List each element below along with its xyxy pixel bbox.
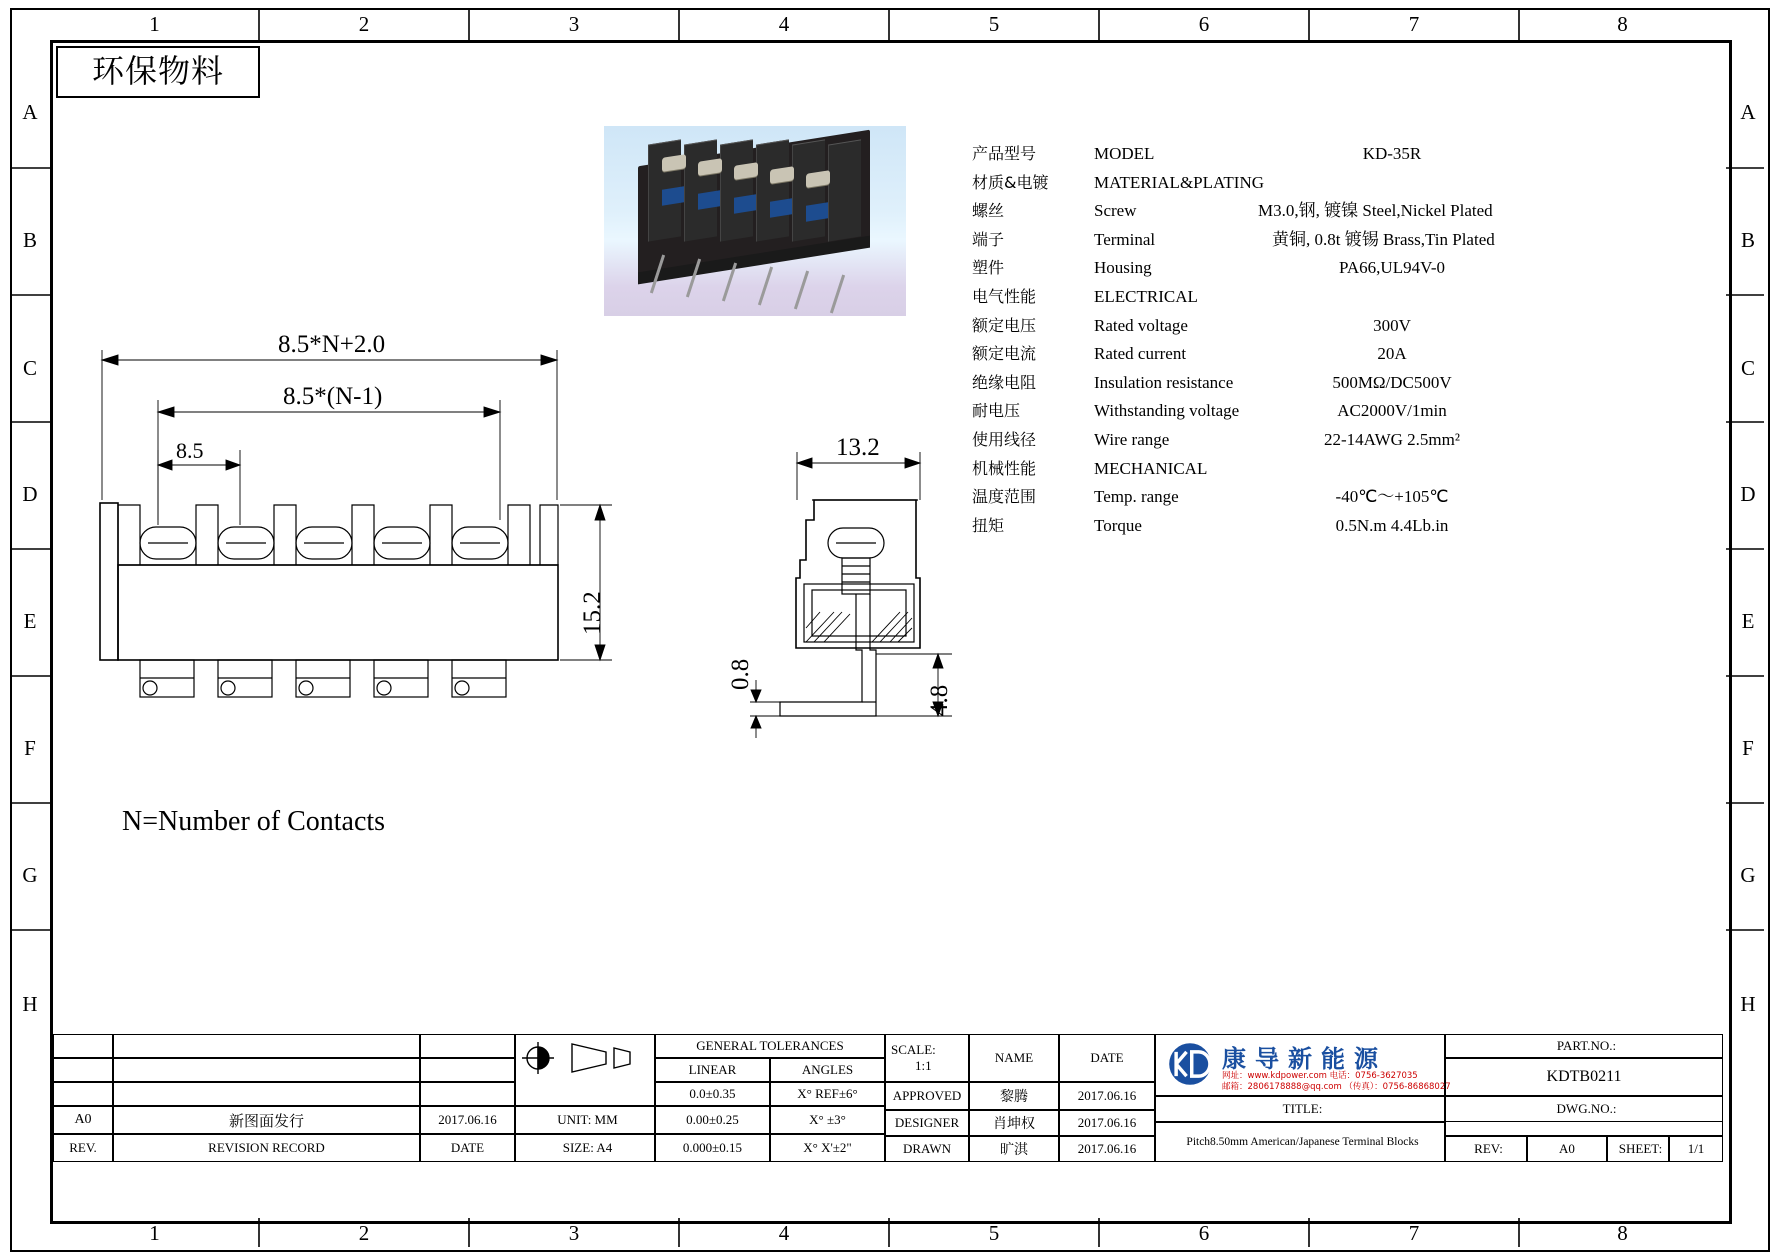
dwg-no-value [1445, 1122, 1723, 1136]
row-label-right-E: E [1741, 609, 1755, 633]
col-label-bottom-6: 6 [1198, 1221, 1210, 1245]
dim-tab-length-label: 4.8 [926, 684, 953, 716]
spec-en-label: Temp. range [1094, 487, 1179, 507]
unit-cell: UNIT: MM [515, 1106, 655, 1134]
spec-en-label: Rated current [1094, 344, 1187, 364]
rev-code-cell: A0 [53, 1106, 113, 1134]
spec-en-label: Insulation resistance [1094, 372, 1234, 392]
row-label-right-B: B [1740, 228, 1755, 252]
spec-value: 300V [1373, 315, 1411, 335]
company-contact-line-2: 邮箱：2806178888@qq.com （传真）：0756-86868027 [1222, 1082, 1451, 1092]
spec-cn-label: 端子 [972, 229, 1005, 249]
dim-pitch-label: 8.5 [176, 438, 204, 463]
spec-cn-label: 扭矩 [972, 515, 1005, 535]
spec-cn-label: 材质&电镀 [972, 172, 1049, 192]
contacts-note: N=Number of Contacts [122, 806, 386, 837]
spec-cn-label: 使用线径 [972, 429, 1037, 449]
scale-cell [885, 1034, 969, 1082]
spec-cn-label: 绝缘电阻 [972, 372, 1037, 392]
tol-linear-1: 0.0±0.35 [655, 1082, 770, 1106]
revision-text-cell: 新图面发行 [113, 1106, 420, 1134]
col-label-bottom-8: 8 [1617, 1221, 1628, 1245]
dwg-no-label: DWG.NO.: [1445, 1096, 1723, 1122]
spec-en-label: Wire range [1094, 429, 1170, 449]
tol-angle-1: X° REF±6° [770, 1082, 885, 1106]
spec-en-label: Withstanding voltage [1094, 401, 1240, 421]
spec-en-label: Housing [1094, 258, 1152, 278]
dim-tab-thickness-label: 0.8 [727, 658, 754, 690]
projection-symbol-cell [515, 1034, 655, 1106]
title-label-cell: TITLE: [1155, 1096, 1445, 1122]
company-logo-block [1155, 1034, 1451, 1096]
spec-value: 500MΩ/DC500V [1332, 372, 1452, 392]
drawn-name: 旷淇 [969, 1136, 1059, 1162]
dim-height-label: 15.2 [579, 591, 606, 635]
rohs-material-badge: 环保物料 [56, 46, 260, 98]
approved-date: 2017.06.16 [1059, 1082, 1155, 1110]
spec-en-label: Torque [1094, 515, 1142, 535]
col-label-top-1: 1 [149, 12, 160, 36]
part-no-label: PART.NO.: [1445, 1034, 1723, 1058]
rev-blank-9 [420, 1082, 515, 1106]
dim-span-label: 8.5*(N-1) [283, 383, 383, 410]
rev-blank-6 [420, 1058, 515, 1082]
spec-cn-label: 额定电流 [972, 344, 1037, 364]
approved-label: APPROVED [885, 1082, 969, 1110]
spec-en-label: Screw [1094, 201, 1137, 221]
col-label-bottom-5: 5 [988, 1221, 1000, 1245]
rev-blank-2 [113, 1034, 420, 1058]
col-label-top-4: 4 [778, 12, 790, 36]
name-col-label: NAME [969, 1034, 1059, 1082]
revision-record-label: REVISION RECORD [113, 1134, 420, 1162]
date-col-label: DATE [420, 1134, 515, 1162]
spec-value: -40℃～+105℃ [1335, 487, 1449, 507]
scale-label: SCALE: [891, 1042, 936, 1057]
row-label-right-D: D [1740, 482, 1756, 506]
general-tolerances-label: GENERAL TOLERANCES [655, 1034, 885, 1058]
spec-en-label: Terminal [1094, 229, 1156, 249]
spec-value: AC2000V/1min [1337, 401, 1447, 421]
row-label-left-D: D [22, 482, 38, 506]
spec-value: 22-14AWG 2.5mm² [1324, 429, 1460, 449]
rev-blank-4 [53, 1058, 113, 1082]
spec-cn-label: 产品型号 [972, 144, 1037, 163]
spec-cn-label: 机械性能 [972, 458, 1037, 478]
col-label-top-8: 8 [1617, 12, 1628, 36]
rev-col-label: REV. [53, 1134, 113, 1162]
angles-label: ANGLES [770, 1058, 885, 1082]
scale-value: 1:1 [915, 1058, 932, 1073]
spec-en-label: MATERIAL&PLATING [1094, 172, 1264, 192]
col-label-top-3: 3 [568, 12, 580, 36]
row-label-right-H: H [1740, 992, 1756, 1016]
spec-en-label: Rated voltage [1094, 315, 1188, 335]
size-cell: SIZE: A4 [515, 1134, 655, 1162]
col-label-top-6: 6 [1198, 12, 1210, 36]
first-angle-projection-icon [516, 1035, 646, 1081]
spec-value: 黄铜, 0.8t 镀锡 Brass,Tin Plated [1272, 229, 1495, 249]
sheet-value: 1/1 [1669, 1136, 1723, 1162]
approved-name: 黎腾 [969, 1082, 1059, 1110]
tol-angle-3: X° X'±2" [770, 1134, 885, 1162]
linear-label: LINEAR [655, 1058, 770, 1082]
col-label-top-2: 2 [358, 12, 370, 36]
row-label-left-H: H [22, 992, 38, 1016]
title-value-cell: Pitch8.50mm American/Japanese Terminal Blocks [1155, 1122, 1445, 1162]
col-label-top-7: 7 [1408, 12, 1420, 36]
rev-blank-1 [53, 1034, 113, 1058]
rev-blank-5 [113, 1058, 420, 1082]
col-label-bottom-3: 3 [568, 1221, 580, 1245]
kd-company-icon [1164, 1041, 1216, 1087]
row-label-left-F: F [24, 736, 36, 760]
col-label-top-5: 5 [988, 12, 1000, 36]
date-col-label-2: DATE [1059, 1034, 1155, 1082]
rev-blank-7 [53, 1082, 113, 1106]
row-label-left-A: A [22, 100, 38, 124]
spec-value: M3.0,钢, 镀镍 Steel,Nickel Plated [1258, 201, 1493, 221]
spec-value: 20A [1377, 344, 1407, 364]
spec-cn-label: 额定电压 [972, 315, 1037, 335]
rev-value-bottom: A0 [1527, 1136, 1607, 1162]
company-contact-lines [1222, 1071, 1451, 1093]
tol-linear-2: 0.00±0.25 [655, 1106, 770, 1134]
part-no-value: KDTB0211 [1445, 1058, 1723, 1096]
tol-linear-3: 0.000±0.15 [655, 1134, 770, 1162]
company-brand-name: 康导新能源 [1222, 1045, 1387, 1073]
designer-name: 肖坤权 [969, 1110, 1059, 1136]
row-label-left-G: G [22, 863, 38, 887]
row-label-right-F: F [1742, 736, 1754, 760]
col-label-bottom-7: 7 [1408, 1221, 1420, 1245]
company-contact-line-1: 网址：www.kdpower.com 电话：0756-3627035 [1222, 1071, 1418, 1081]
row-label-right-G: G [1740, 863, 1756, 887]
spec-value: KD-35R [1362, 144, 1422, 163]
col-label-bottom-4: 4 [778, 1221, 790, 1245]
row-label-right-A: A [1740, 100, 1756, 124]
rev-blank-8 [113, 1082, 420, 1106]
spec-value: PA66,UL94V-0 [1339, 258, 1445, 278]
drawn-date: 2017.06.16 [1059, 1136, 1155, 1162]
spec-cn-label: 耐电压 [972, 401, 1021, 421]
spec-en-label: MECHANICAL [1094, 458, 1208, 478]
dim-overall-label: 8.5*N+2.0 [278, 331, 386, 358]
revision-date-cell: 2017.06.16 [420, 1106, 515, 1134]
row-label-left-B: B [22, 228, 37, 252]
row-label-left-C: C [22, 356, 37, 380]
rev-blank-3 [420, 1034, 515, 1058]
rev-label-bottom: REV: [1445, 1136, 1527, 1162]
drawn-label: DRAWN [885, 1136, 969, 1162]
spec-cn-label: 螺丝 [972, 201, 1005, 221]
spec-cn-label: 塑件 [972, 258, 1005, 278]
spec-cn-label: 温度范围 [972, 487, 1037, 507]
col-label-bottom-1: 1 [149, 1221, 160, 1245]
dim-side-width-label: 13.2 [836, 434, 880, 461]
designer-date: 2017.06.16 [1059, 1110, 1155, 1136]
row-label-right-C: C [1740, 356, 1755, 380]
designer-label: DESIGNER [885, 1110, 969, 1136]
col-label-bottom-2: 2 [358, 1221, 370, 1245]
spec-cn-label: 电气性能 [972, 286, 1037, 306]
spec-en-label: MODEL [1094, 144, 1155, 163]
tol-angle-2: X° ±3° [770, 1106, 885, 1134]
spec-en-label: ELECTRICAL [1094, 286, 1198, 306]
title-block [53, 1034, 1723, 1180]
sheet-label: SHEET: [1607, 1136, 1669, 1162]
row-label-left-E: E [23, 609, 37, 633]
spec-value: 0.5N.m 4.4Lb.in [1335, 515, 1449, 535]
